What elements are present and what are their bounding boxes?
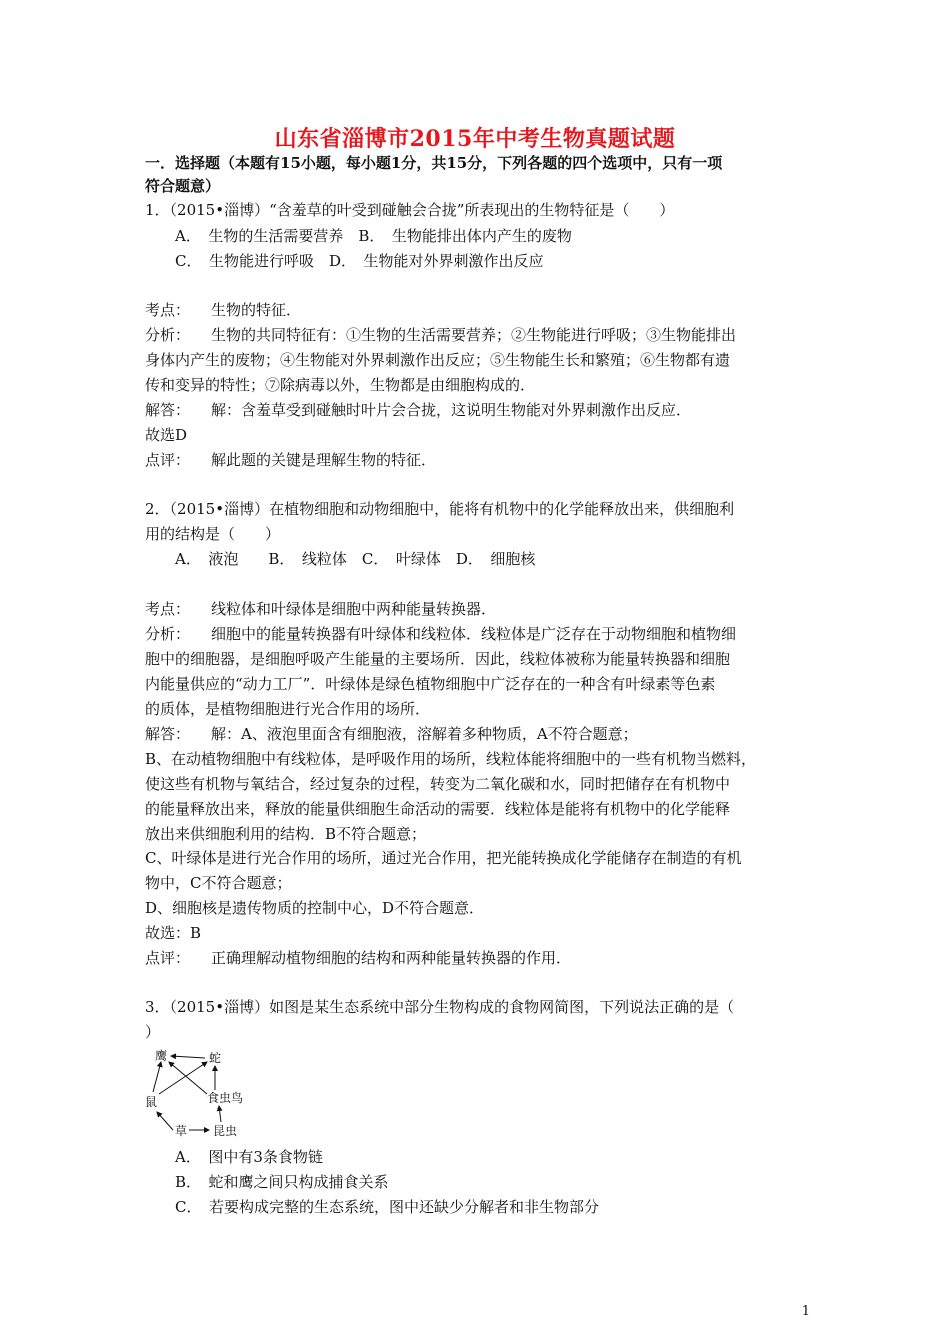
q2-stem-line2: 用的结构是（ ）: [145, 525, 281, 543]
dianping-label: 点评：: [145, 949, 191, 967]
q2-jieda-line3: 使这些有机物与氧结合，经过复杂的过程，转变为二氧化碳和水，同时把储存在有机物中: [145, 775, 731, 793]
q1-options-cd: C． 生物能进行呼吸 D． 生物能对外界刺激作出反应: [175, 252, 544, 270]
node-ying: 鹰: [155, 1049, 168, 1063]
q2-options: A． 液泡 B． 线粒体 C． 叶绿体 D． 细胞核: [175, 550, 536, 568]
node-cao: 草: [175, 1124, 188, 1138]
dianping-label: 点评：: [145, 451, 191, 469]
food-web-diagram: [143, 1048, 253, 1138]
q1-dianping: [145, 450, 436, 470]
q3-stem-line1: 3．（2015•淄博）如图是某生态系统中部分生物构成的食物网简图，下列说法正确的是（: [145, 998, 735, 1016]
edge-shu-ying: [153, 1062, 161, 1092]
page-number: 1: [801, 1304, 810, 1319]
q1-jieda: [145, 400, 691, 420]
q3-stem-line2: ）: [145, 1023, 161, 1041]
edge-bird-ying: [169, 1062, 207, 1094]
q2-jieda: [145, 724, 638, 744]
q1-fenxi-line3: 传和变异的特性；⑦除病毒以外，生物都是由细胞构成的．: [145, 376, 536, 394]
edge-kunchong-bird: [219, 1106, 221, 1122]
q2-fenxi-line2: 胞中的细胞器，是细胞呼吸产生能量的主要场所．因此，线粒体被称为能量转换器和细胞: [145, 650, 731, 668]
q2-fenxi-line4: 的质体，是植物细胞进行光合作用的场所．: [145, 700, 431, 718]
q1-answer: 故选D: [145, 426, 188, 444]
q1-options-ab: A． 生物的生活需要营养 B． 生物能排出体内产生的废物: [175, 227, 572, 245]
jieda-text: 解：A、液泡里面含有细胞液，溶解着多种物质，A不符合题意；: [211, 725, 638, 743]
q2-jieda-line6: C、叶绿体是进行光合作用的场所，通过光合作用，把光能转换成化学能储存在制造的有机: [145, 849, 742, 867]
kaodian-text: 线粒体和叶绿体是细胞中两种能量转换器．: [211, 600, 497, 618]
q2-fenxi: [145, 624, 736, 644]
section-header-line1: 一．选择题（本题有15小题，每小题1分，共15分，下列各题的四个选项中，只有一项: [145, 154, 723, 172]
jieda-label: 解答：: [145, 725, 191, 743]
node-shu: 鼠: [145, 1095, 158, 1109]
kaodian-label: 考点：: [145, 301, 191, 319]
node-she: 蛇: [209, 1051, 222, 1065]
jieda-text: 解：含羞草受到碰触时叶片会合拢，这说明生物能对外界刺激作出反应．: [211, 401, 692, 419]
fenxi-text: 细胞中的能量转换器有叶绿体和线粒体．线粒体是广泛存在于动物细胞和植物细: [211, 625, 737, 643]
q3-option-a: A． 图中有3条食物链: [175, 1148, 323, 1166]
node-kunchong: 昆虫: [213, 1124, 238, 1138]
q1-fenxi: [145, 325, 736, 345]
page-title: 山东省淄博市2015年中考生物真题试题: [274, 126, 676, 152]
kaodian-label: 考点：: [145, 600, 191, 618]
jieda-label: 解答：: [145, 401, 191, 419]
q1-fenxi-line2: 身体内产生的废物；④生物能对外界刺激作出反应；⑤生物能生长和繁殖；⑥生物都有遗: [145, 351, 731, 369]
q2-answer: 故选：B: [145, 924, 202, 942]
q1-stem: 1．（2015•淄博）“含羞草的叶受到碰触会合拢”所表现出的生物特征是（ ）: [145, 201, 675, 219]
fenxi-label: 分析：: [145, 326, 191, 344]
node-shichongniao: 食虫鸟: [207, 1091, 244, 1105]
fenxi-label: 分析：: [145, 625, 191, 643]
q3-option-c: C． 若要构成完整的生态系统，图中还缺少分解者和非生物部分: [175, 1198, 599, 1216]
q2-dianping: [145, 948, 571, 968]
edge-cao-shu: [157, 1112, 173, 1130]
edge-shu-she: [159, 1062, 207, 1094]
q2-fenxi-line3: 内能量供应的“动力工厂”．叶绿体是绿色植物细胞中广泛存在的一种含有叶绿素等色素: [145, 675, 716, 693]
edge-she-ying: [171, 1056, 205, 1058]
dianping-text: 正确理解动植物细胞的结构和两种能量转换器的作用．: [211, 949, 572, 967]
q2-jieda-line2: B、在动植物细胞中有线粒体，是呼吸作用的场所，线粒体能将细胞中的一些有机物当燃料，: [145, 750, 757, 768]
q2-stem-line1: 2．（2015•淄博）在植物细胞和动物细胞中，能将有机物中的化学能释放出来，供细胞利: [145, 500, 735, 518]
q2-jieda-line8: D、细胞核是遗传物质的控制中心，D不符合题意．: [145, 899, 485, 917]
section-header-line2: 符合题意）: [145, 177, 221, 195]
q2-jieda-line7: 物中，C不符合题意；: [145, 874, 292, 892]
q2-jieda-line5: 放出来供细胞利用的结构．B不符合题意；: [145, 825, 427, 843]
q3-option-b: B． 蛇和鹰之间只构成捕食关系: [175, 1173, 389, 1191]
q1-kaodian: [145, 300, 301, 320]
dianping-text: 解此题的关键是理解生物的特征．: [211, 451, 437, 469]
q2-jieda-line4: 的能量释放出来，释放的能量供细胞生命活动的需要．线粒体是能将有机物中的化学能释: [145, 800, 731, 818]
kaodian-text: 生物的特征．: [211, 301, 302, 319]
q2-kaodian: [145, 599, 496, 619]
fenxi-text: 生物的共同特征有：①生物的生活需要营养；②生物能进行呼吸；③生物能排出: [211, 326, 737, 344]
